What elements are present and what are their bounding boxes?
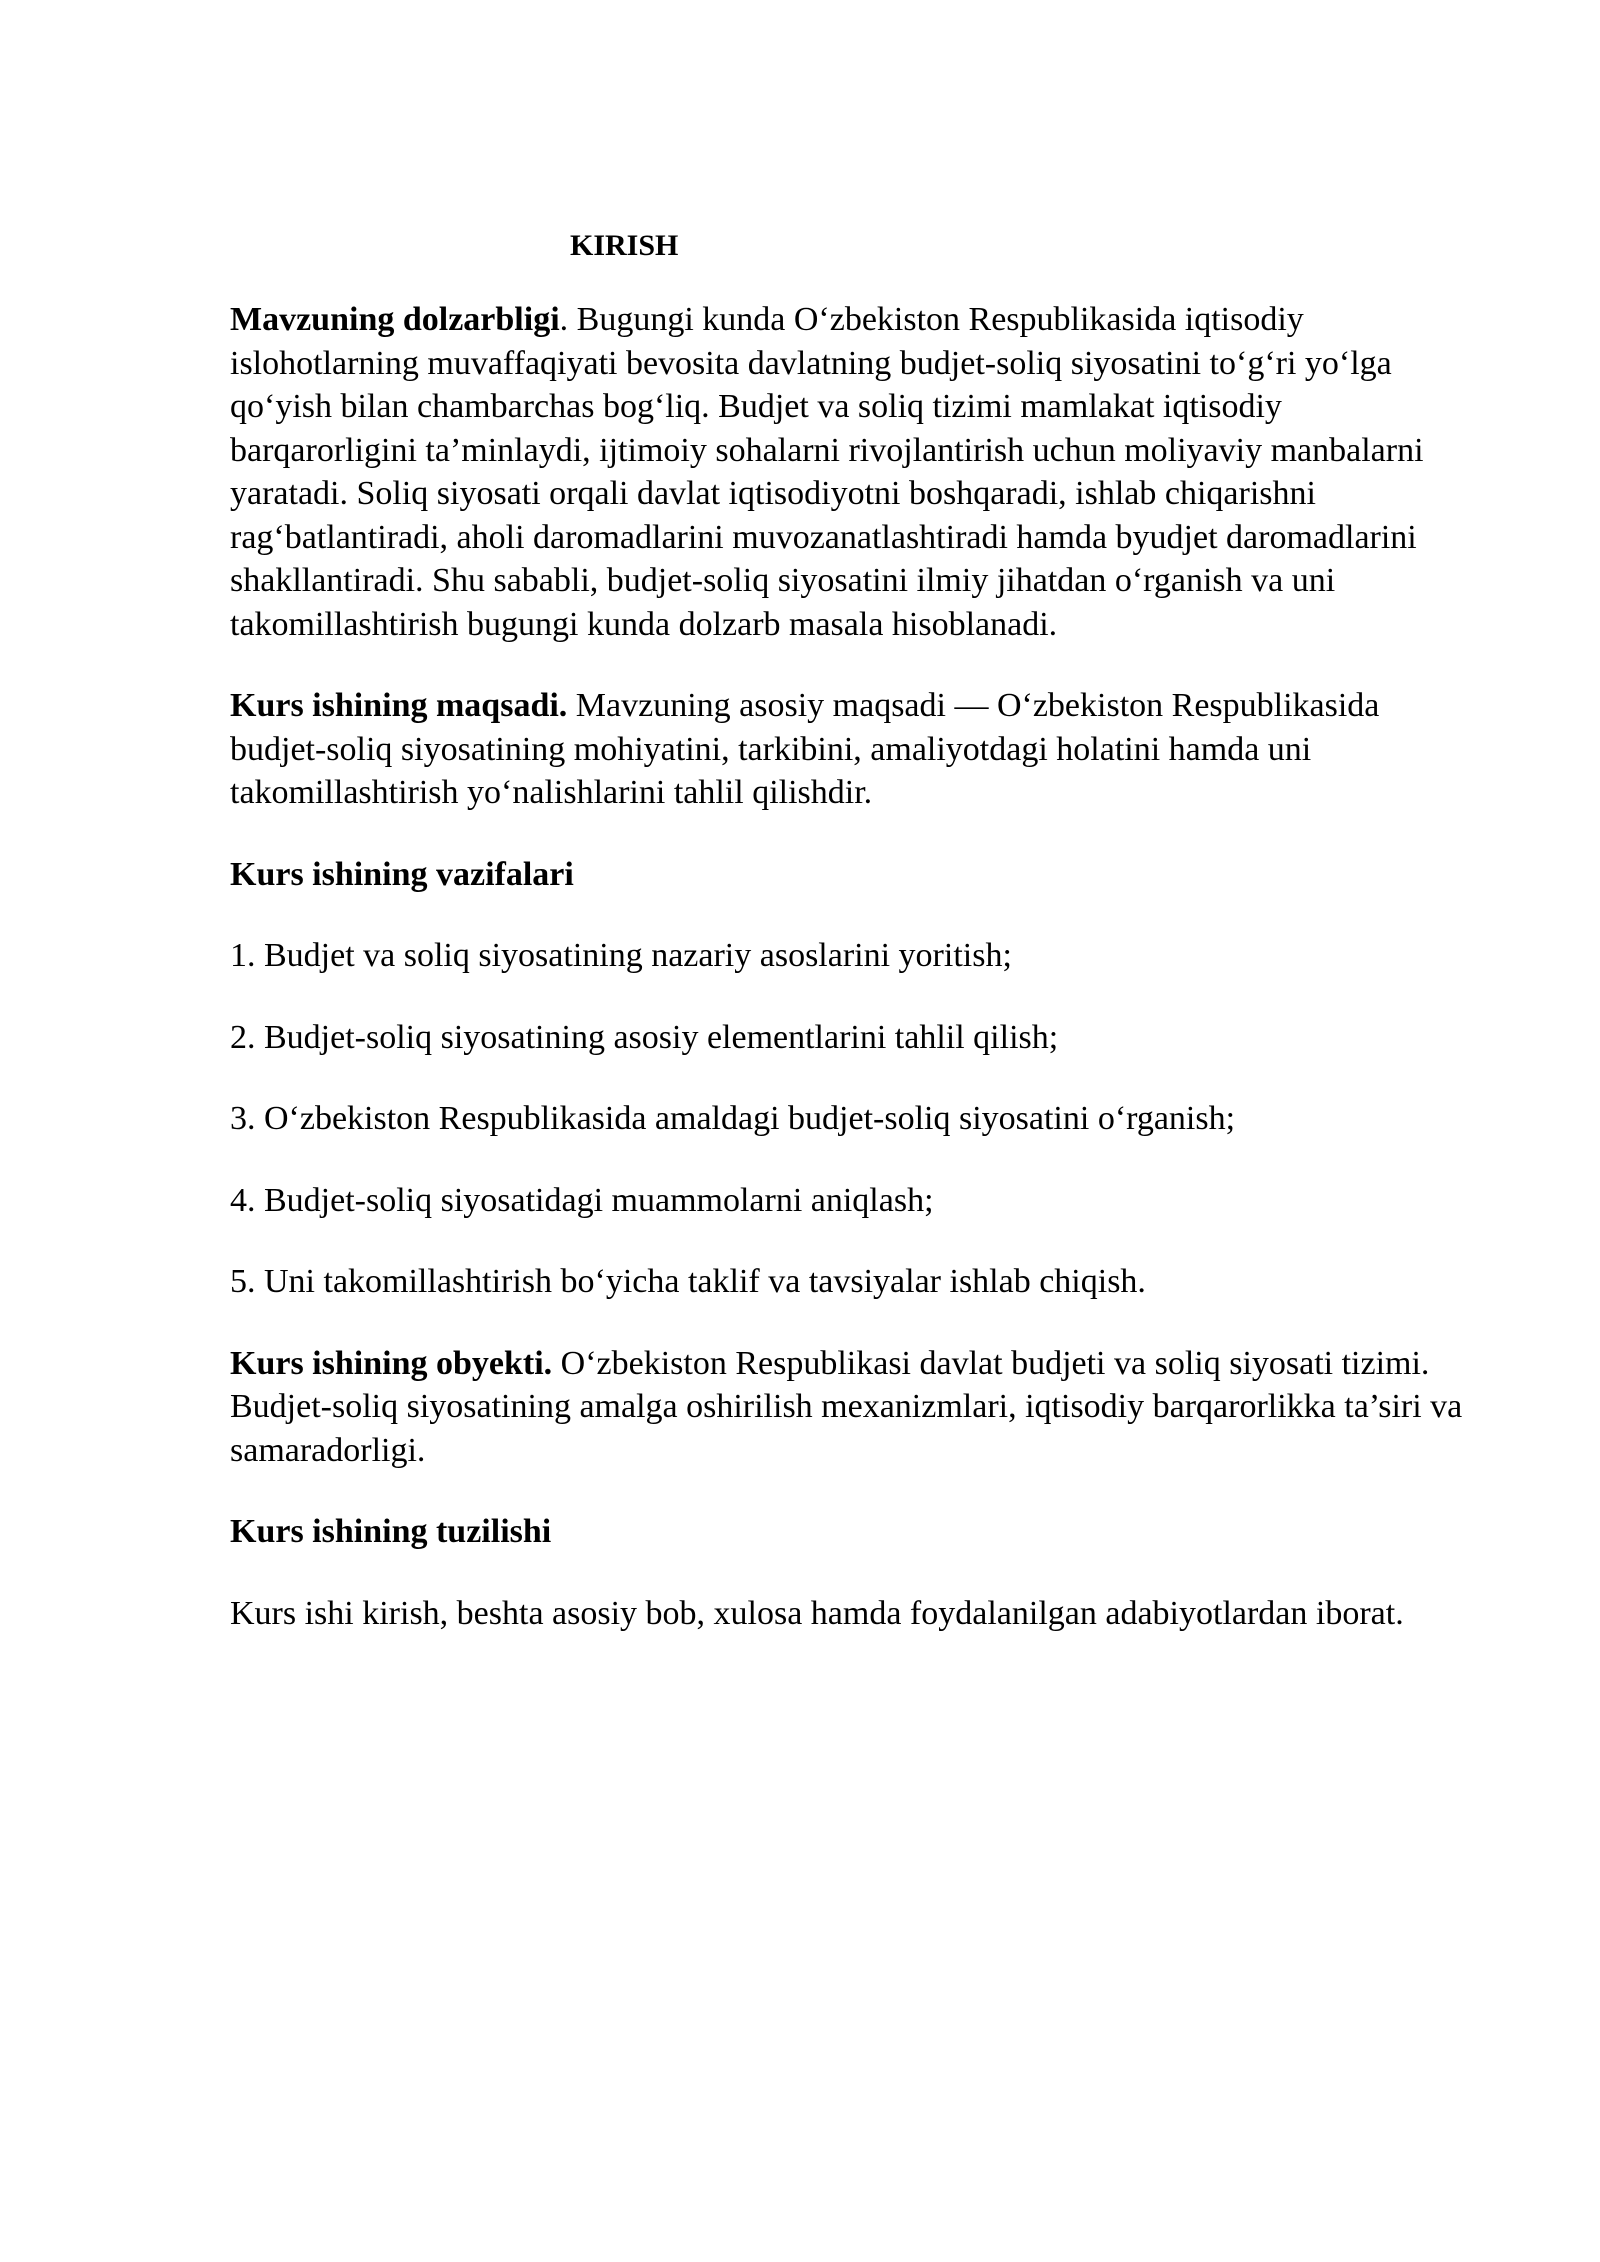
structure-heading: Kurs ishining tuzilishi [230, 1513, 552, 1550]
object-text: O‘zbekiston Respublikasi davlat budjeti va soliq siyosati tizimi. Budjet-soliq siyosatining amalga oshirilish mexanizmlari, iqtisodiy barqarorlikka ta’siri va samaradorligi. [230, 1344, 1463, 1469]
task-item-1: 1. Budjet va soliq siyosatining nazariy asoslarini yoritish; [230, 937, 1012, 974]
task-item-4: 4. Budjet-soliq siyosatidagi muammolarni aniqlash; [230, 1181, 934, 1219]
structure-paragraph: Kurs ishi kirish, beshta asosiy bob, xulosa hamda foydalanilgan adabiyotlardan iborat. [230, 1594, 1404, 1632]
object-lead: Kurs ishining obyekti. [230, 1344, 553, 1382]
relevance-lead: Mavzuning dolzarbligi [230, 301, 560, 338]
goal-paragraph [230, 684, 1470, 815]
tasks-heading: Kurs ishining vazifalari [230, 855, 574, 893]
document-page [230, 226, 1470, 1673]
task-item-5: 5. Uni takomillashtirish bo‘yicha taklif va tavsiyalar ishlab chiqish. [230, 1263, 1146, 1300]
page-title: KIRISH [570, 229, 679, 262]
task-item-2: 2. Budjet-soliq siyosatining asosiy elementlarini tahlil qilish; [230, 1018, 1059, 1056]
goal-text: Mavzuning asosiy maqsadi — O‘zbekiston Respublikasida budjet-soliq siyosatining mohiyatini, tarkibini, amaliyotdagi holatini hamda uni takomillashtirish yo‘nalishlarini tahlil qilishdir. [230, 687, 1380, 811]
object-paragraph [230, 1342, 1470, 1473]
task-item-3: 3. O‘zbekiston Respublikasida amaldagi budjet-soliq siyosatini o‘rganish; [230, 1100, 1236, 1137]
goal-lead: Kurs ishining maqsadi. [230, 687, 568, 724]
relevance-text: . Bugungi kunda O‘zbekiston Respublikasida iqtisodiy islohotlarning muvaffaqiyati bevosita davlatning budjet-soliq siyosatini to‘g‘ri yo‘lga qo‘yish bilan chambarchas bog‘liq. Budjet va soliq tizimi mamlakat iqtisodiy barqarorligini ta’minlaydi, ijtimoiy sohalarni rivojlantirish uchun moliyaviy manbalarni yaratadi. Soliq siyosati orqali davlat iqtisodiyotni boshqaradi, ishlab chiqarishni rag‘batlantiradi, aholi daromadlarini muvozanatlashtiradi hamda byudjet daromadlarini shakllantiradi. Shu sababli, budjet-soliq siyosatini ilmiy jihatdan o‘rganish va uni takomillashtirish bugungi kunda dolzarb masala hisoblanadi. [230, 301, 1424, 643]
relevance-paragraph [230, 298, 1470, 646]
